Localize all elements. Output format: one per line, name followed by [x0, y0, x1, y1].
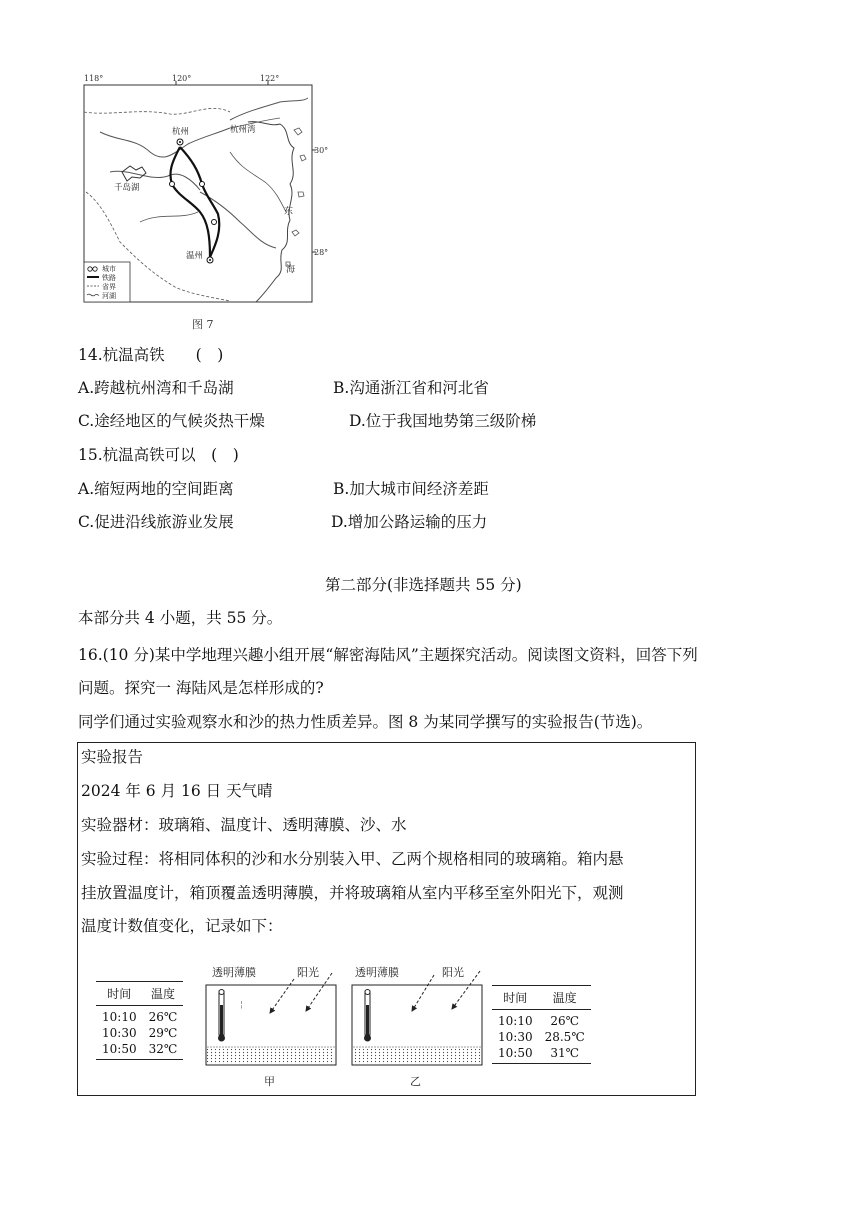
railway [170, 147, 210, 257]
table-cell-temp: 28.5℃ [544, 1030, 585, 1044]
table-row [96, 1006, 183, 1026]
table-cell-time: 10:50 [492, 1045, 539, 1064]
temperature-table-yi [492, 985, 591, 1064]
label-east: 东 [284, 207, 294, 217]
q14-option-a: A.跨越杭州湾和千岛湖 [78, 379, 234, 397]
part2-title: 第二部分(非选择题共 55 分) [325, 576, 522, 594]
table-cell-temp: 26℃ [550, 1014, 580, 1028]
table-cell-temp: 26℃ [148, 1010, 178, 1024]
label-hangzhou: 杭州 [172, 127, 190, 137]
report-equipment: 实验器材：玻璃箱、温度计、透明薄膜、沙、水 [81, 816, 407, 834]
q14-stem: 14.杭温高铁 ( ) [78, 346, 224, 364]
sun-ray-arrow [412, 975, 434, 1011]
part2-intro: 本部分共 4 小题，共 55 分。 [78, 609, 283, 627]
lon-label-122: 122° [260, 74, 280, 83]
legend-border: 省界 [102, 283, 116, 291]
sun-ray-arrow [270, 979, 294, 1013]
sun-label-yi: 阳光 [442, 966, 464, 979]
q15-option-a: A.缩短两地的空间距离 [78, 480, 234, 498]
q15-option-d: D.增加公路运输的压力 [331, 513, 488, 531]
sun-label-jia: 阳光 [297, 966, 319, 979]
film-label-yi: 透明薄膜 [355, 966, 399, 979]
table-header-time: 时间 [96, 982, 143, 1006]
report-title: 实验报告 [81, 748, 144, 766]
lon-label-118: 118° [84, 74, 104, 83]
glass-box-jia [206, 973, 336, 1065]
label-sea: 海 [286, 265, 296, 275]
river [100, 128, 230, 157]
report-process-line-1: 实验过程：将相同体积的沙和水分别装入甲、乙两个规格相同的玻璃箱。箱内悬 [81, 850, 624, 868]
table-cell-temp: 31℃ [539, 1045, 591, 1064]
temperature-table-jia [96, 981, 183, 1060]
legend-river-lake: 河湖 [102, 292, 116, 300]
q16-text-line-2: 问题。探究一 海陆风是怎样形成的? [78, 679, 324, 697]
table-cell-time: 10:50 [96, 1041, 143, 1060]
table-header-temp: 温度 [539, 986, 591, 1010]
table-row [492, 1045, 591, 1064]
q14-option-b: B.沟通浙江省和河北省 [333, 379, 489, 397]
report-process-line-2: 挂放置温度计，箱顶覆盖透明薄膜，并将玻璃箱从室内平移至室外阳光下，观测 [81, 884, 624, 902]
label-wenzhou: 温州 [186, 251, 204, 261]
q14-option-d: D.位于我国地势第三级阶梯 [349, 412, 537, 430]
table-row [492, 1029, 591, 1045]
province-border [84, 108, 230, 114]
q15-option-b: B.加大城市间经济差距 [333, 480, 489, 498]
lon-label-120: 120° [172, 74, 192, 83]
table-row [96, 1025, 183, 1041]
table-cell-time: 10:10 [498, 1014, 533, 1028]
q16-text-line-1: 16.(10 分)某中学地理兴趣小组开展“解密海陆风”主题探究活动。阅读图文资料，回答下列 [78, 646, 698, 664]
label-hangzhou-bay: 杭州湾 [230, 125, 256, 135]
experiment-report-box [77, 742, 696, 1096]
table-cell-temp: 32℃ [143, 1041, 184, 1060]
label-qiandao-lake: 千岛湖 [114, 183, 140, 193]
q16-text-line-3: 同学们通过实验观察水和沙的热力性质差异。图 8 为某同学撰写的实验报告(节选)。 [78, 713, 653, 731]
report-process-line-3: 温度计数值变化，记录如下： [81, 917, 283, 935]
lat-label-28: 28° [314, 248, 329, 257]
lat-label-30: 30° [314, 146, 329, 155]
report-date-weather: 2024 年 6 月 16 日 天气晴 [81, 782, 273, 800]
table-cell-temp: 29℃ [148, 1026, 178, 1040]
legend-city: 城市 [102, 265, 116, 273]
glass-box-yi [352, 971, 482, 1065]
figure-7-caption: 图 7 [192, 318, 214, 331]
box-label-jia: 甲 [264, 1075, 275, 1088]
map-legend [84, 262, 130, 302]
table-header-time: 时间 [492, 986, 539, 1010]
table-row [492, 1010, 591, 1030]
svg-text:¦: ¦ [240, 1000, 243, 1009]
q15-option-c: C.促进沿线旅游业发展 [78, 513, 234, 531]
film-label-jia: 透明薄膜 [212, 966, 256, 979]
legend-railway: 铁路 [102, 274, 116, 282]
table-header-temp: 温度 [143, 982, 184, 1006]
table-cell-time: 10:30 [102, 1026, 137, 1040]
table-cell-time: 10:10 [102, 1010, 137, 1024]
experiment-diagram [202, 961, 492, 1091]
box-label-yi: 乙 [410, 1075, 421, 1088]
map-figure-7 [80, 72, 329, 317]
q15-stem: 15.杭温高铁可以 ( ) [78, 446, 239, 464]
table-cell-time: 10:30 [498, 1030, 533, 1044]
table-row [96, 1041, 183, 1060]
q14-option-c: C.途经地区的气候炎热干燥 [78, 412, 265, 430]
